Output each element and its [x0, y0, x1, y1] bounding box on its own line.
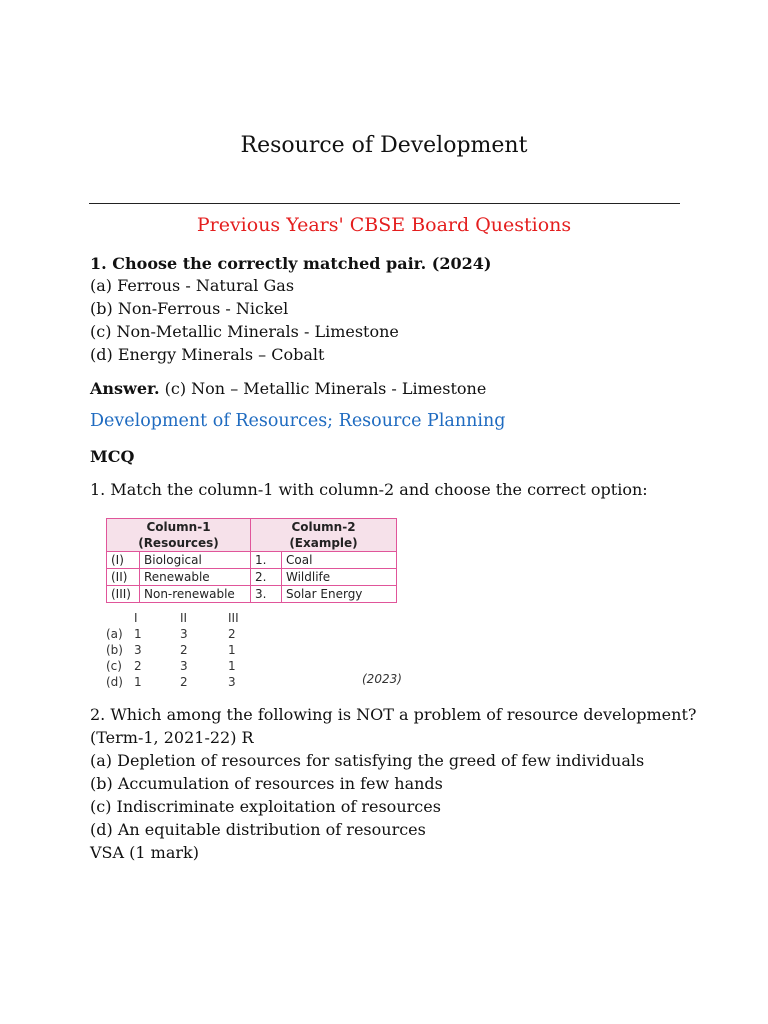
- table-cell: Wildlife: [282, 569, 397, 586]
- column-1-header: Column-1: [107, 519, 251, 536]
- option-label: (c): [106, 659, 122, 673]
- option-b: (b) Non-Ferrous - Nickel: [90, 299, 289, 318]
- section-subtitle: Previous Years' CBSE Board Questions: [196, 214, 572, 236]
- question-2024: 1. Choose the correctly matched pair. (2024): [90, 254, 492, 273]
- q2-option-c: (c) Indiscriminate exploitation of resources: [90, 797, 441, 816]
- table-cell: (I): [107, 552, 140, 569]
- table-cell: 2.: [251, 569, 282, 586]
- option-col-iii: III: [228, 611, 239, 625]
- section-heading: Development of Resources; Resource Planning: [90, 411, 506, 431]
- divider: [89, 203, 680, 204]
- answer: [90, 377, 486, 400]
- match-options: [106, 611, 406, 691]
- option-value: 3: [180, 659, 188, 673]
- table-cell: 1.: [251, 552, 282, 569]
- vsa-label: VSA (1 mark): [90, 843, 199, 862]
- option-value: 1: [228, 659, 236, 673]
- table-cell: Biological: [140, 552, 251, 569]
- page-title: Resource of Development: [240, 133, 528, 158]
- option-a: (a) Ferrous - Natural Gas: [90, 276, 295, 295]
- option-value: 1: [134, 675, 142, 689]
- option-col-ii: II: [180, 611, 188, 625]
- option-row-b: [106, 643, 406, 659]
- option-value: 1: [134, 627, 142, 641]
- options-header-row: [106, 611, 406, 627]
- q2-option-d: (d) An equitable distribution of resources: [90, 820, 426, 839]
- column-2-header: Column-2: [251, 519, 397, 536]
- table-cell: Non-renewable: [140, 586, 251, 603]
- option-c: (c) Non-Metallic Minerals - Limestone: [90, 322, 399, 341]
- option-label: (b): [106, 643, 123, 657]
- answer-label: Answer.: [90, 379, 160, 398]
- option-value: 3: [228, 675, 236, 689]
- match-question: 1. Match the column-1 with column-2 and choose the correct option:: [90, 480, 648, 499]
- answer-text: (c) Non – Metallic Minerals - Limestone: [159, 379, 487, 398]
- table-cell: Solar Energy: [282, 586, 397, 603]
- match-table: [106, 518, 397, 603]
- option-label: (d): [106, 675, 123, 689]
- table-row: [107, 569, 397, 586]
- table-row: [107, 586, 397, 603]
- question-2-line-2: (Term-1, 2021-22) R: [90, 728, 254, 747]
- table-cell: (III): [107, 586, 140, 603]
- option-value: 1: [228, 643, 236, 657]
- column-1-subheader: (Resources): [107, 535, 251, 552]
- option-value: 3: [180, 627, 188, 641]
- question-year: (2023): [362, 672, 402, 686]
- option-row-a: [106, 627, 406, 643]
- option-value: 2: [134, 659, 142, 673]
- option-value: 3: [134, 643, 142, 657]
- option-d: (d) Energy Minerals – Cobalt: [90, 345, 325, 364]
- option-row-c: [106, 659, 406, 675]
- option-row-d: [106, 675, 406, 691]
- table-cell: 3.: [251, 586, 282, 603]
- q2-option-b: (b) Accumulation of resources in few hands: [90, 774, 443, 793]
- mcq-label: MCQ: [90, 447, 135, 466]
- option-label: (a): [106, 627, 123, 641]
- option-col-i: I: [134, 611, 138, 625]
- option-value: 2: [180, 643, 188, 657]
- table-cell: Coal: [282, 552, 397, 569]
- option-value: 2: [228, 627, 236, 641]
- column-2-subheader: (Example): [251, 535, 397, 552]
- option-value: 2: [180, 675, 188, 689]
- table-cell: Renewable: [140, 569, 251, 586]
- table-row: [107, 552, 397, 569]
- q2-option-a: (a) Depletion of resources for satisfying the greed of few individuals: [90, 751, 645, 770]
- table-cell: (II): [107, 569, 140, 586]
- question-2-line-1: 2. Which among the following is NOT a problem of resource development?: [90, 705, 697, 724]
